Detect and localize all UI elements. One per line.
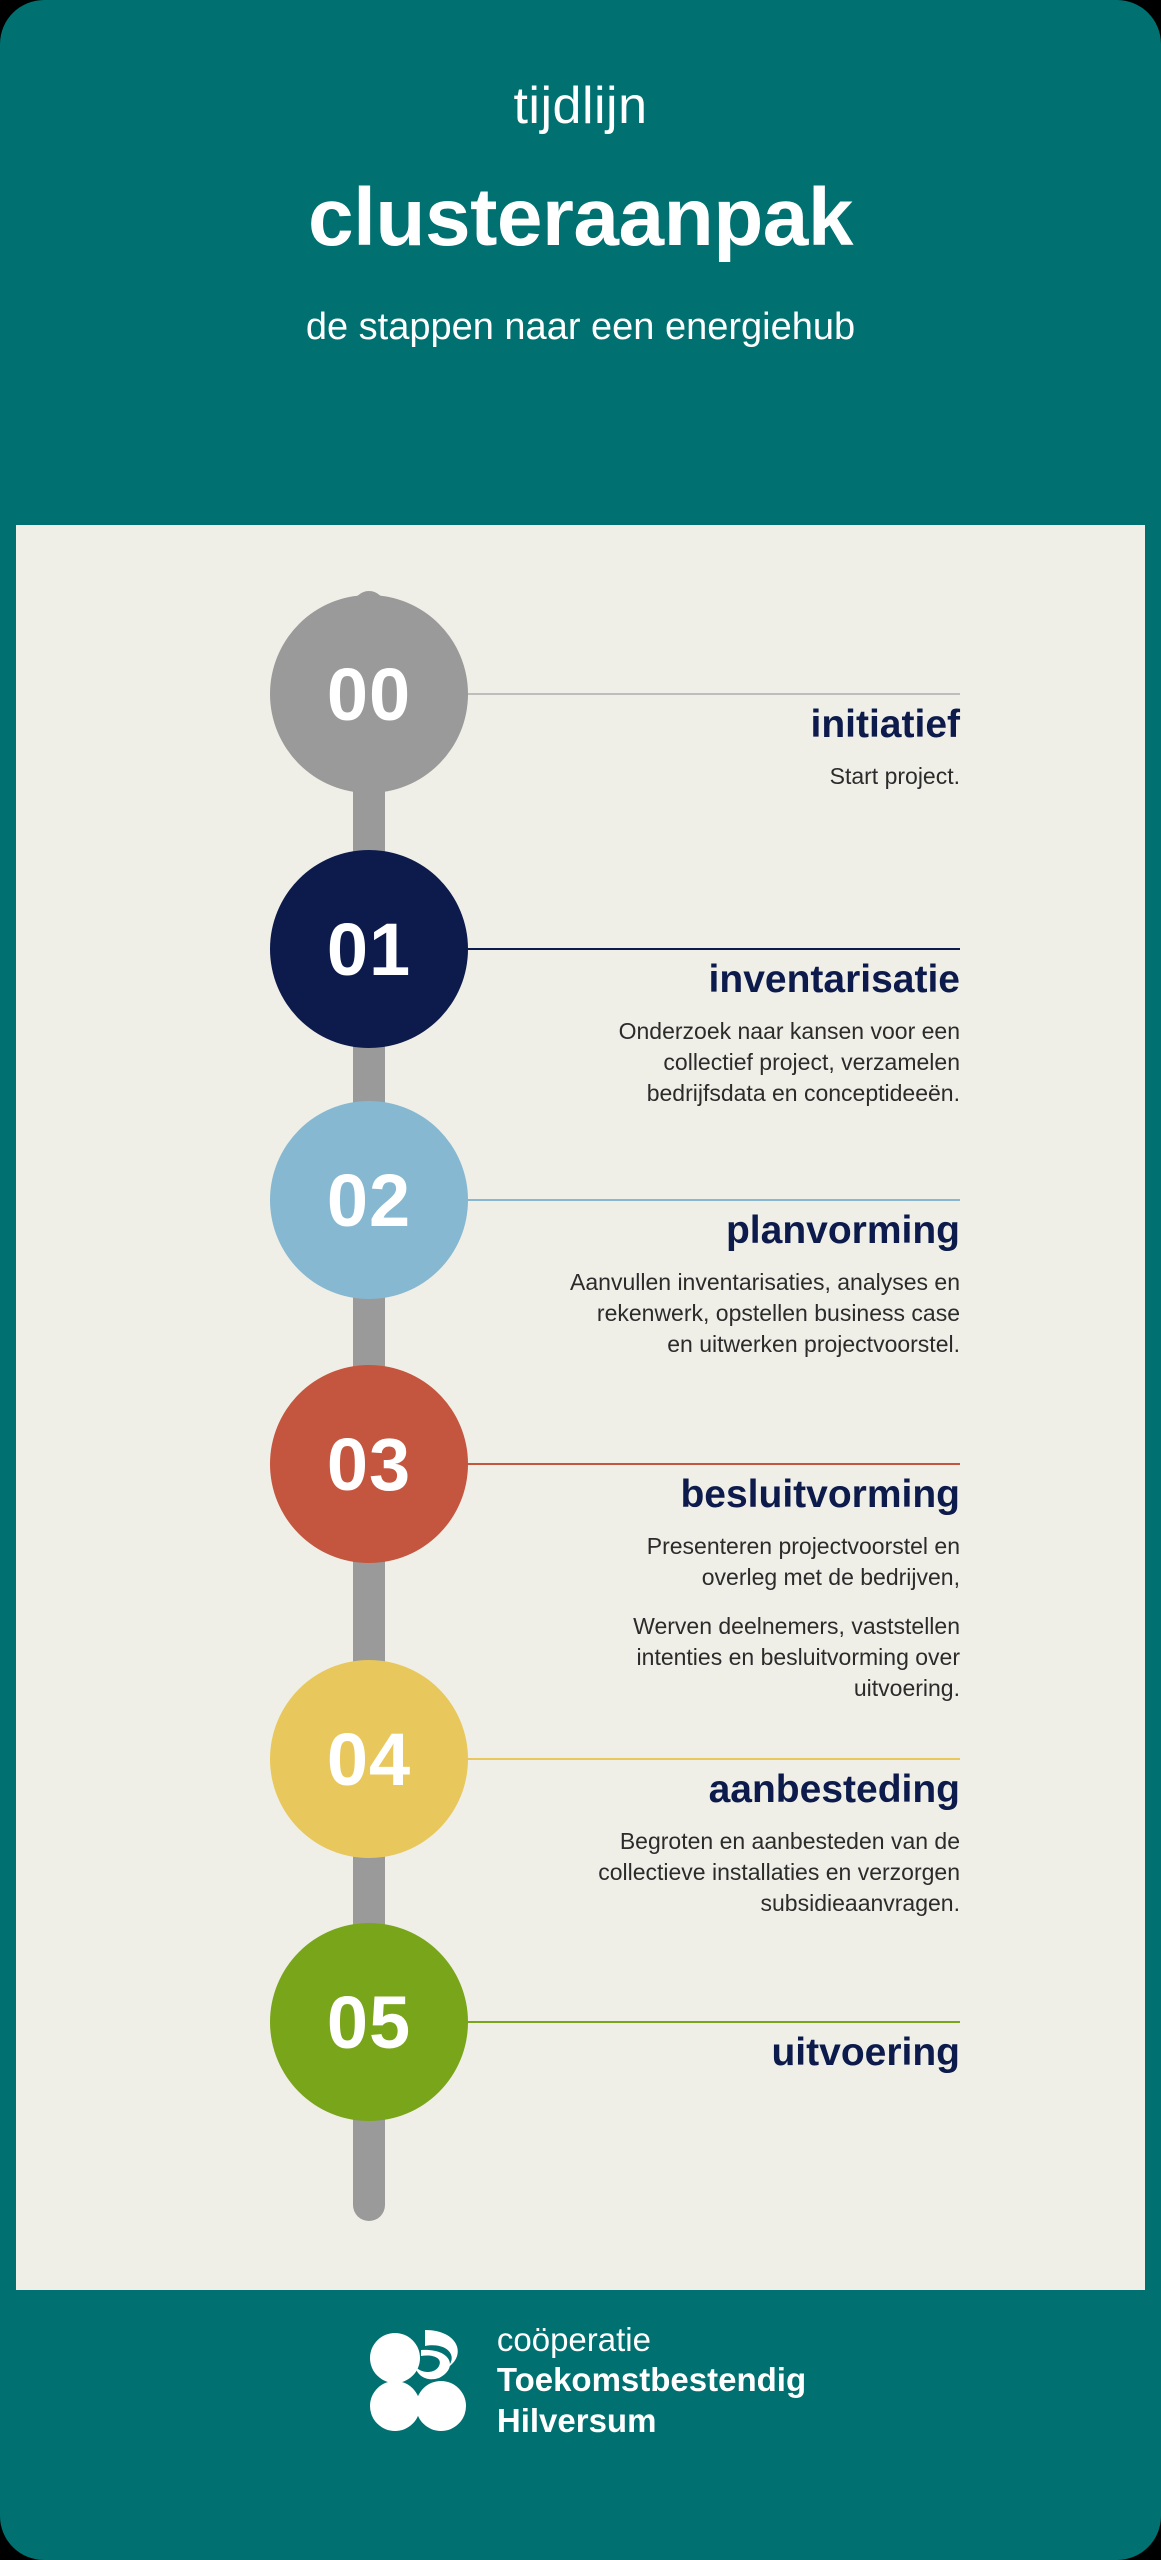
poster-header [0, 0, 1161, 351]
step-number-bubble [270, 595, 468, 793]
step-rule [468, 1199, 960, 1201]
step-title: inventarisatie [708, 958, 960, 1001]
step-title: planvorming [725, 1209, 960, 1252]
step-paragraph: Werven deelnemers, vaststellen intenties en besluitvorming over uitvoering. [633, 1613, 960, 1702]
step-description [570, 1531, 960, 1704]
step-number: 02 [326, 1158, 412, 1242]
poster-footer [0, 2320, 1161, 2441]
step-rule [468, 1463, 960, 1465]
step-paragraph: Begroten en aanbesteden van de collectieve installaties en verzorgen subsidieaanvragen. [598, 1828, 960, 1917]
step-number: 00 [326, 652, 412, 736]
step-title: besluitvorming [680, 1473, 960, 1516]
step-title: uitvoering [771, 2031, 960, 2074]
step-number: 05 [326, 1980, 412, 2064]
logo-line-1: coöperatie [496, 2321, 651, 2358]
step-paragraph: Presenteren projectvoorstel en overleg met de bedrijven, [646, 1533, 960, 1591]
step-number-bubble [270, 1660, 468, 1858]
logo-line-3: Hilversum [496, 2401, 657, 2439]
step-description [570, 1826, 960, 1919]
header-subtitle: de stappen naar een energiehub [305, 306, 856, 349]
step-number-bubble [270, 1365, 468, 1563]
page-title: clusteraanpak [308, 172, 853, 264]
step-paragraph: Start project. [829, 763, 960, 789]
clover-logo-icon [355, 2320, 475, 2440]
step-number-bubble [270, 850, 468, 1048]
step-rule [468, 1758, 960, 1760]
header-eyebrow: tijdlijn [513, 77, 648, 135]
logo-line-2: Toekomstbestendig [496, 2361, 807, 2399]
step-paragraph: Onderzoek naar kansen voor een collectief project, verzamelen bedrijfsdata en conceptideeën. [618, 1018, 960, 1107]
step-description [570, 1016, 960, 1109]
step-title: aanbesteding [708, 1768, 960, 1811]
timeline-card [16, 525, 1145, 2290]
step-description [570, 761, 960, 792]
step-number-bubble [270, 1923, 468, 2121]
step-paragraph: Aanvullen inventarisaties, analyses en rekenwerk, opstellen business case en uitwerken projectvoorstel. [570, 1269, 960, 1358]
step-rule [468, 2021, 960, 2023]
logo-wordmark [497, 2320, 806, 2441]
step-number-bubble [270, 1101, 468, 1299]
step-rule [468, 948, 960, 950]
step-title: initiatief [810, 703, 960, 746]
step-number: 01 [326, 907, 412, 991]
step-number: 03 [326, 1422, 412, 1506]
step-description [570, 1267, 960, 1360]
step-number: 04 [326, 1717, 412, 1801]
step-rule [468, 693, 960, 695]
